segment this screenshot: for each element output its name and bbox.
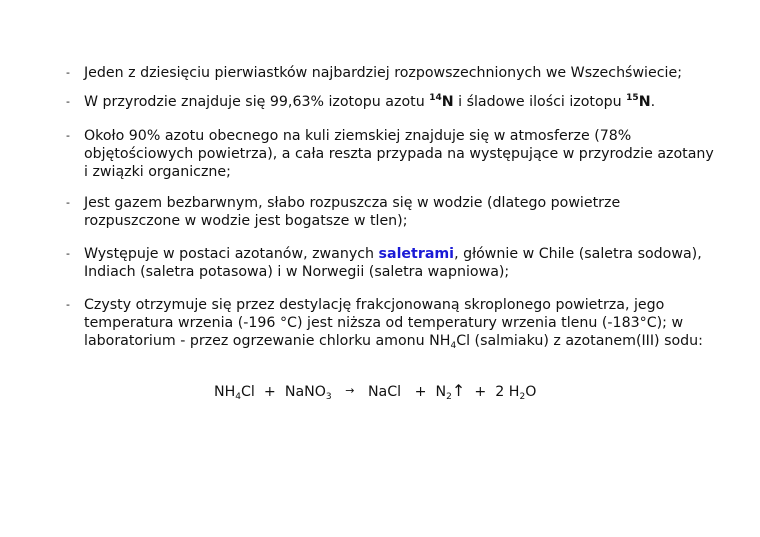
bullet-marker: - <box>66 247 70 260</box>
formula-n2: $N_2$ <box>435 384 452 402</box>
subscript: 4 <box>450 341 457 352</box>
item-text: Czysty otrzymuje się przez destylację frakcjonowaną skroplonego powietrza, jego temperatura wrzenia (-196 °C) jest niższa od temperatury wrzenia tlenu (-183°C); w laboratorium - przez ogrzewanie chlorku amonu NH <box>84 297 684 350</box>
list-item <box>84 296 714 351</box>
item-text: . <box>650 94 656 110</box>
element-symbol: N <box>441 94 454 110</box>
list-item <box>84 194 714 230</box>
formula-h2o: 2 $H_2O$ <box>495 384 537 402</box>
reaction-arrow-icon: → <box>345 384 355 397</box>
item-text: Występuje w postaci azotanów, zwanych <box>84 246 379 262</box>
gas-up-arrow-icon: ↑ <box>451 381 466 400</box>
bullet-marker: - <box>66 298 70 311</box>
element-symbol: N <box>638 94 651 110</box>
item-text: Około 90% azotu obecnego na kuli ziemskiej znajduje się w atmosferze (78% objętościowych powietrza), a cała reszta przypada na występujące w przyrodzie azotany i związki organiczne; <box>84 128 714 181</box>
bullet-marker: - <box>66 129 70 142</box>
list-item <box>84 245 714 281</box>
item-text: W przyrodzie znajduje się 99,63% izotopu azotu <box>84 94 430 110</box>
item-text: i śladowe ilości izotopu <box>453 94 627 110</box>
item-text: Jest gazem bezbarwnym, słabo rozpuszcza się w wodzie (dlatego powietrze rozpuszczone w wodzie jest bogatsze w tlen); <box>84 195 621 230</box>
item-text: , głównie w Chile (saletra sodowa), Indiach (saletra potasowa) i w Norwegii (saletra wapniowa); <box>84 246 702 281</box>
item-text: Cl (salmiaku) z azotanem(III) sodu: <box>456 333 703 350</box>
list-item <box>84 64 714 82</box>
formula-nacl: NaCl <box>367 384 402 400</box>
bullet-marker: - <box>66 66 70 79</box>
bullet-marker: - <box>66 196 70 209</box>
plus-sign: + <box>263 384 276 400</box>
chemical-equation <box>214 382 536 401</box>
isotope-mass-15: 15 <box>626 93 639 103</box>
formula-nh4cl: $NH_4Cl$ <box>214 384 255 402</box>
bullet-marker: - <box>66 95 70 108</box>
list-item <box>84 127 714 182</box>
list-item <box>84 93 714 111</box>
isotope-mass-14: 14 <box>429 93 442 103</box>
plus-sign: + <box>474 384 487 400</box>
highlight-term: saletrami <box>378 246 455 262</box>
item-text: Jeden z dziesięciu pierwiastków najbardziej rozpowszechnionych we Wszechświecie; <box>84 65 682 81</box>
formula-nano3: NaNO$_3$ <box>284 384 332 402</box>
plus-sign: + <box>414 384 427 400</box>
